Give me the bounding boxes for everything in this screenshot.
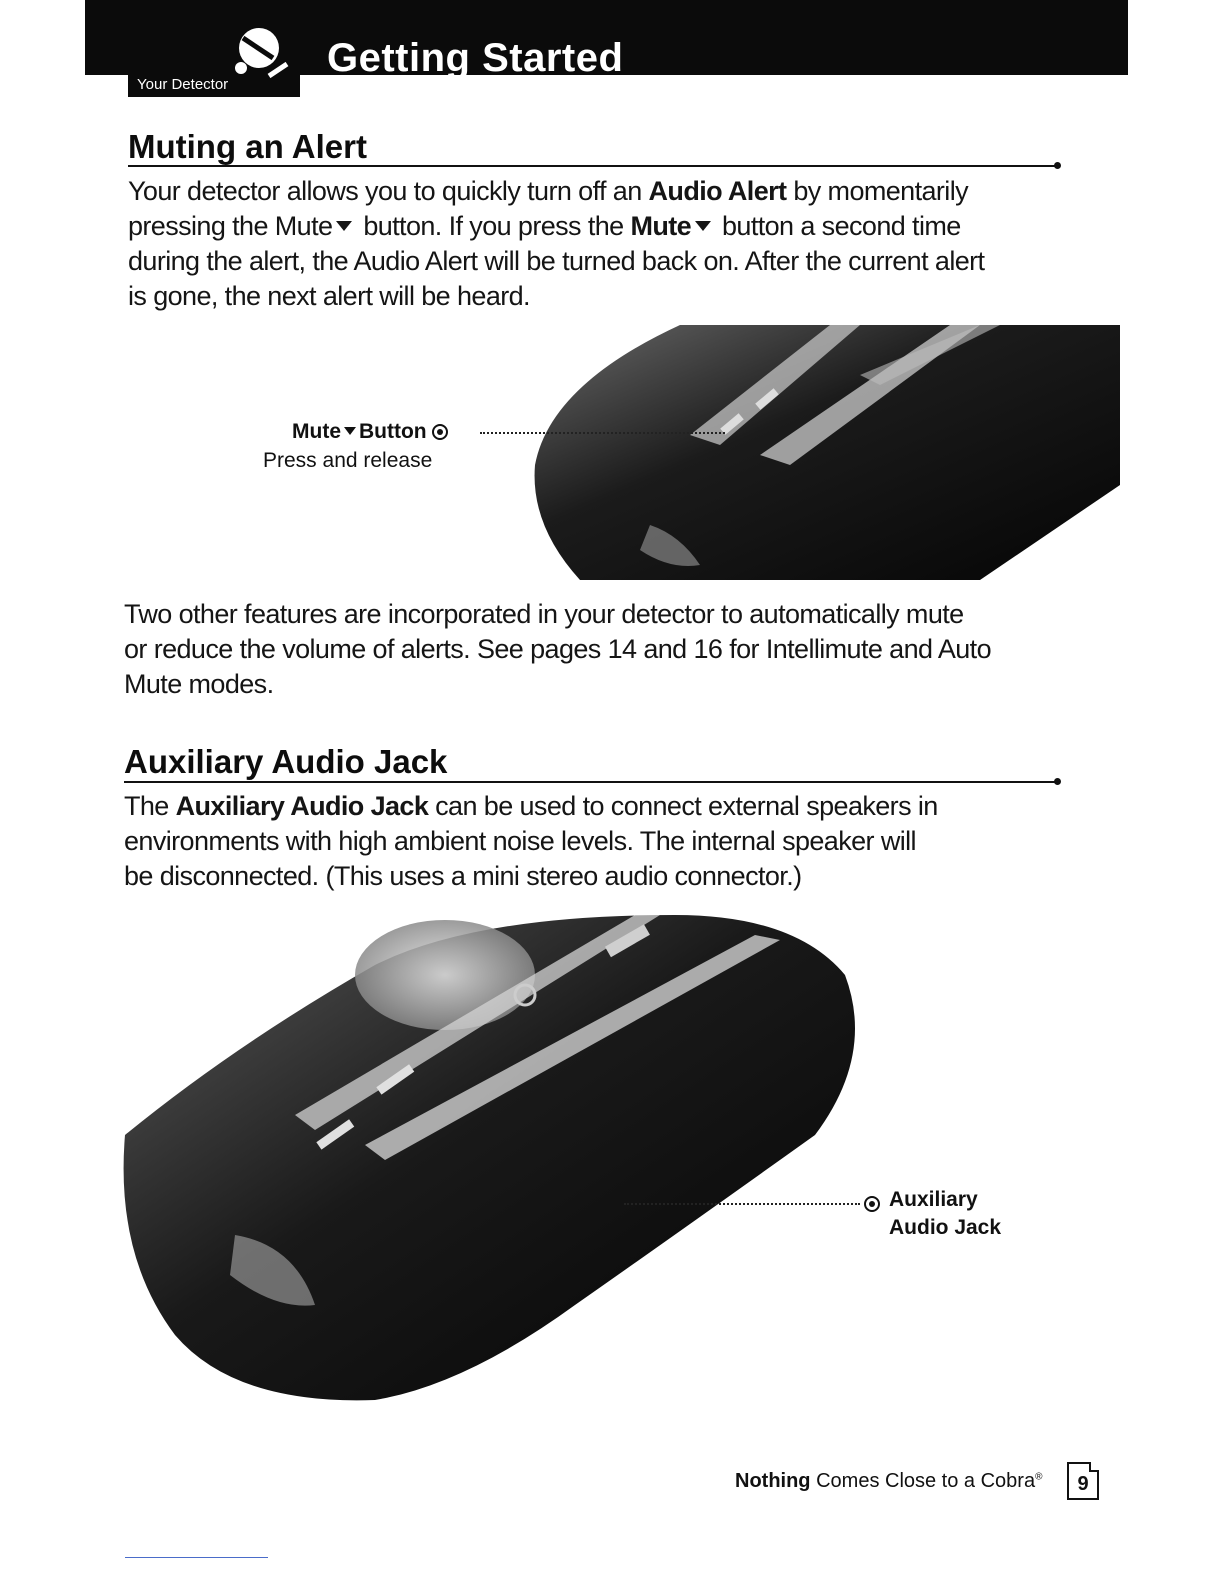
features-paragraph: Two other features are incorporated in your detector to automatically mute or reduce the volume of alerts. See pages 14 and 16 for Intellimute and Auto Mute modes. xyxy=(124,599,991,699)
target-bullet-icon xyxy=(864,1196,880,1212)
aux-jack-callout: Auxiliary Audio Jack xyxy=(889,1188,1002,1239)
target-bullet-icon xyxy=(432,424,448,440)
down-arrow-icon xyxy=(336,221,352,231)
mute-button-callout: Mute Button xyxy=(292,418,448,446)
callout-leader-line xyxy=(480,432,725,434)
aux-heading: Auxiliary Audio Jack xyxy=(124,743,448,780)
aux-paragraph: The Auxiliary Audio Jack can be used to connect external speakers in environments with high ambient noise levels. The internal speaker will be disconnected. (This uses a mini stereo audio connector.) xyxy=(124,791,938,891)
divider-line xyxy=(125,1557,268,1558)
callout-leader-line xyxy=(624,1203,860,1205)
muting-heading: Muting an Alert xyxy=(128,128,367,165)
detector-photo-bottom xyxy=(115,915,865,1405)
mute-button-subtitle: Press and release xyxy=(263,449,433,472)
muting-paragraph: Your detector allows you to quickly turn off an Audio Alert by momentarily pressing the Mute button. If you press the Mute button a second time during the alert, the Audio Alert will be turned back on. After the current alert is gone, the next alert will be heard. xyxy=(128,176,985,311)
detector-photo-top xyxy=(530,325,1120,580)
heading-rule xyxy=(128,165,1058,167)
heading-rule xyxy=(124,781,1058,783)
down-arrow-icon xyxy=(695,221,711,231)
page-number: 9 xyxy=(1067,1462,1099,1500)
down-arrow-icon xyxy=(344,427,356,435)
rule-dot xyxy=(1054,162,1061,169)
footer-tagline: Nothing Comes Close to a Cobra® xyxy=(735,1470,1043,1492)
rule-dot xyxy=(1054,778,1061,785)
detector-radar-icon xyxy=(225,18,295,82)
section-label: Your Detector xyxy=(137,76,229,93)
page-title: Getting Started xyxy=(327,36,624,80)
